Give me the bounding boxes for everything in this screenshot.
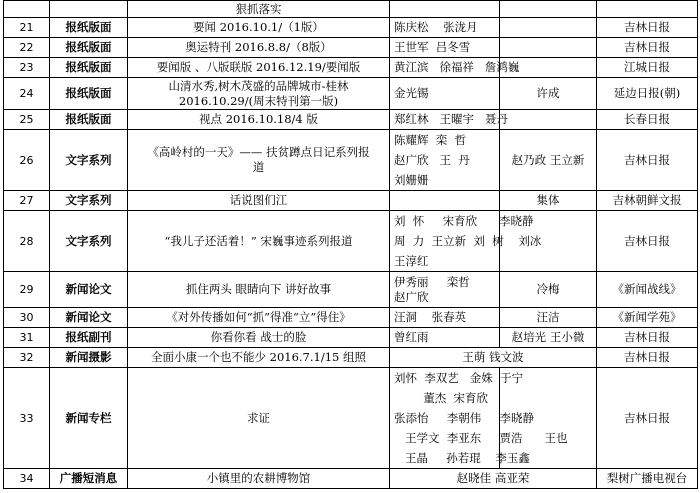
entry-number: 28	[4, 211, 50, 272]
entry-media: 吉林日报	[597, 348, 698, 368]
entry-number: 32	[4, 348, 50, 368]
entry-title-line: 道	[252, 160, 265, 174]
entry-title-line: 《对外传播如何“抓”得准“立”得住》	[166, 310, 351, 324]
entry-authors	[390, 130, 500, 191]
table-row	[4, 58, 698, 78]
entry-editor: 集体	[500, 191, 597, 211]
entry-title	[128, 191, 390, 211]
entry-authors: 王萌 钱文波	[390, 348, 597, 368]
table-row	[4, 110, 698, 130]
table-row	[4, 130, 698, 191]
author-line: 陈庆松 张泷月	[394, 20, 478, 34]
entry-media: 吉林日报	[597, 328, 698, 348]
entry-media: 《新闻战线》	[597, 272, 698, 308]
entry-media	[597, 1, 698, 18]
entry-category	[50, 1, 128, 18]
entry-number: 31	[4, 328, 50, 348]
entry-category: 报纸版面	[50, 110, 128, 130]
entry-title	[128, 110, 390, 130]
author-line: 刘姗姗	[394, 173, 429, 187]
entry-title-line: 山清水秀,树木茂盛的品牌城市-桂林	[168, 78, 349, 93]
entry-media: 《新闻学苑》	[597, 308, 698, 328]
entry-media: 长春日报	[597, 110, 698, 130]
awards-table	[3, 0, 698, 489]
entry-title	[128, 130, 390, 191]
entry-authors	[390, 38, 500, 58]
entry-number: 21	[4, 18, 50, 38]
entry-media: 吉林朝鲜文报	[597, 191, 698, 211]
entry-category: 新闻摄影	[50, 348, 128, 368]
entry-title-line: 全面小康一个也不能少 2016.7.1/15 组照	[150, 350, 367, 364]
entry-number: 33	[4, 368, 50, 469]
entry-title	[128, 348, 390, 368]
entry-title-line: 抓住两头 眼睛向下 讲好故事	[185, 282, 332, 296]
entry-media: 吉林日报	[597, 38, 698, 58]
entry-editor	[500, 1, 597, 18]
entry-authors	[390, 191, 500, 211]
entry-title-line: 要闻版 、八版联版 2016.12.19/要闻版	[156, 60, 361, 74]
entry-category: 广播短消息	[50, 469, 128, 489]
entry-title	[128, 78, 390, 110]
author-line: 伊秀丽 栾哲	[394, 274, 470, 289]
entry-title-line: 2016.10.29/(周末特刊第一版)	[178, 93, 339, 108]
entry-editor: 赵培光 王小微	[500, 328, 597, 348]
author-line: 赵广欣	[394, 289, 429, 304]
entry-media: 江城日报	[597, 58, 698, 78]
entry-number: 29	[4, 272, 50, 308]
entry-editor: 汪洁	[500, 308, 597, 328]
entry-title	[128, 368, 390, 469]
entry-authors	[390, 1, 500, 18]
entry-number	[4, 1, 50, 18]
entry-media: 延边日报(朝)	[597, 78, 698, 110]
entry-media: 吉林日报	[597, 368, 698, 469]
entry-category: 文字系列	[50, 211, 128, 272]
awards-table-body	[4, 1, 698, 489]
entry-category: 报纸副刊	[50, 328, 128, 348]
entry-title	[128, 272, 390, 308]
entry-authors: 赵晓佳 高亚荣	[390, 469, 597, 489]
table-row	[4, 348, 698, 368]
entry-title	[128, 308, 390, 328]
entry-title	[128, 1, 390, 18]
entry-title	[128, 18, 390, 38]
entry-title-line: “我儿子还活着！” 宋巍事迹系列报道	[164, 233, 353, 248]
entry-authors	[390, 328, 500, 348]
entry-category: 新闻论文	[50, 272, 128, 308]
entry-authors	[390, 308, 500, 328]
entry-editor: 赵乃政 王立新	[500, 130, 597, 191]
entry-category: 新闻论文	[50, 308, 128, 328]
table-row	[4, 191, 698, 211]
table-row	[4, 308, 698, 328]
entry-title-line: 《高岭村的一天》—— 扶贫蹲点日记系列报	[147, 145, 370, 159]
author-line: 赵广欣 王 丹	[394, 153, 470, 167]
entry-title-line: 要闻 2016.10.1/（1版）	[193, 20, 324, 34]
entry-title	[128, 211, 390, 272]
author-line: 周 力 王立新 刘 树 刘冰	[394, 234, 542, 248]
author-line: 张添怡 李朝伟 李晓静	[394, 411, 535, 425]
entry-number: 23	[4, 58, 50, 78]
table-row	[4, 469, 698, 489]
entry-media: 吉林日报	[597, 18, 698, 38]
entry-title	[128, 58, 390, 78]
entry-number: 27	[4, 191, 50, 211]
entry-number: 34	[4, 469, 50, 489]
table-row	[4, 38, 698, 58]
entry-category: 文字系列	[50, 191, 128, 211]
author-line: 郑红林 王曜宇 聂丹	[394, 112, 508, 126]
entry-title-line: 话说图们江	[229, 193, 288, 207]
entry-category: 报纸版面	[50, 58, 128, 78]
entry-authors	[390, 211, 542, 272]
entry-title-line: 小镇里的农耕博物馆	[206, 471, 311, 485]
author-line: 王淳红	[394, 254, 429, 268]
entry-editor	[500, 110, 597, 130]
entry-editor: 许成	[500, 78, 597, 110]
entry-media: 吉林日报	[597, 211, 698, 272]
entry-editor: 冷梅	[500, 272, 597, 308]
entry-authors	[390, 58, 520, 78]
entry-editor	[500, 18, 597, 38]
table-row	[4, 272, 698, 308]
entry-authors	[390, 110, 508, 130]
author-line: 黄江滨 徐福祥 詹鸿巍	[394, 60, 520, 74]
entry-title	[128, 38, 390, 58]
table-row	[4, 328, 698, 348]
entry-media: 梨树广播电视台	[597, 469, 698, 489]
author-line: 陈耀辉 栾 哲	[394, 133, 467, 147]
entry-number: 22	[4, 38, 50, 58]
table-row	[4, 368, 698, 469]
table-row	[4, 18, 698, 38]
author-line: 王学文 李亚东 贾浩 王也	[394, 431, 568, 445]
entry-editor	[500, 38, 597, 58]
table-row	[4, 78, 698, 110]
entry-title-line: 求证	[247, 410, 270, 425]
author-line: 董杰 宋育欣	[394, 391, 489, 405]
entry-authors	[390, 78, 500, 110]
entry-title	[128, 469, 390, 489]
entry-title-line: 狠抓落实	[235, 1, 282, 16]
entry-number: 24	[4, 78, 50, 110]
entry-media: 吉林日报	[597, 130, 698, 191]
table-row	[4, 211, 698, 272]
entry-category: 报纸版面	[50, 18, 128, 38]
entry-number: 25	[4, 110, 50, 130]
entry-category: 报纸版面	[50, 78, 128, 110]
entry-category: 文字系列	[50, 130, 128, 191]
author-line: 王世军 吕冬雪	[394, 40, 471, 54]
entry-title-line: 奥运特刊 2016.8.8/（8版）	[185, 40, 332, 54]
author-line: 王晶 孙若琨 李玉鑫	[394, 451, 530, 465]
entry-number: 26	[4, 130, 50, 191]
entry-authors	[390, 272, 500, 308]
entry-category: 报纸版面	[50, 38, 128, 58]
author-line: 曾红雨	[394, 330, 429, 344]
entry-category: 新闻专栏	[50, 368, 128, 469]
author-line: 刘 怀 宋育欣 李晓静	[394, 214, 534, 228]
author-line: 刘怀 李双艺 金姝 于宁	[394, 371, 524, 385]
table-row	[4, 1, 698, 18]
author-line: 金光锡	[394, 86, 429, 100]
entry-title	[128, 328, 390, 348]
author-line: 汪洞 张春英	[394, 310, 467, 324]
entry-title-line: 视点 2016.10.18/4 版	[199, 112, 318, 126]
entry-authors	[390, 18, 500, 38]
entry-number: 30	[4, 308, 50, 328]
entry-authors	[390, 368, 568, 469]
entry-title-line: 你看你看 战士的脸	[210, 330, 307, 344]
